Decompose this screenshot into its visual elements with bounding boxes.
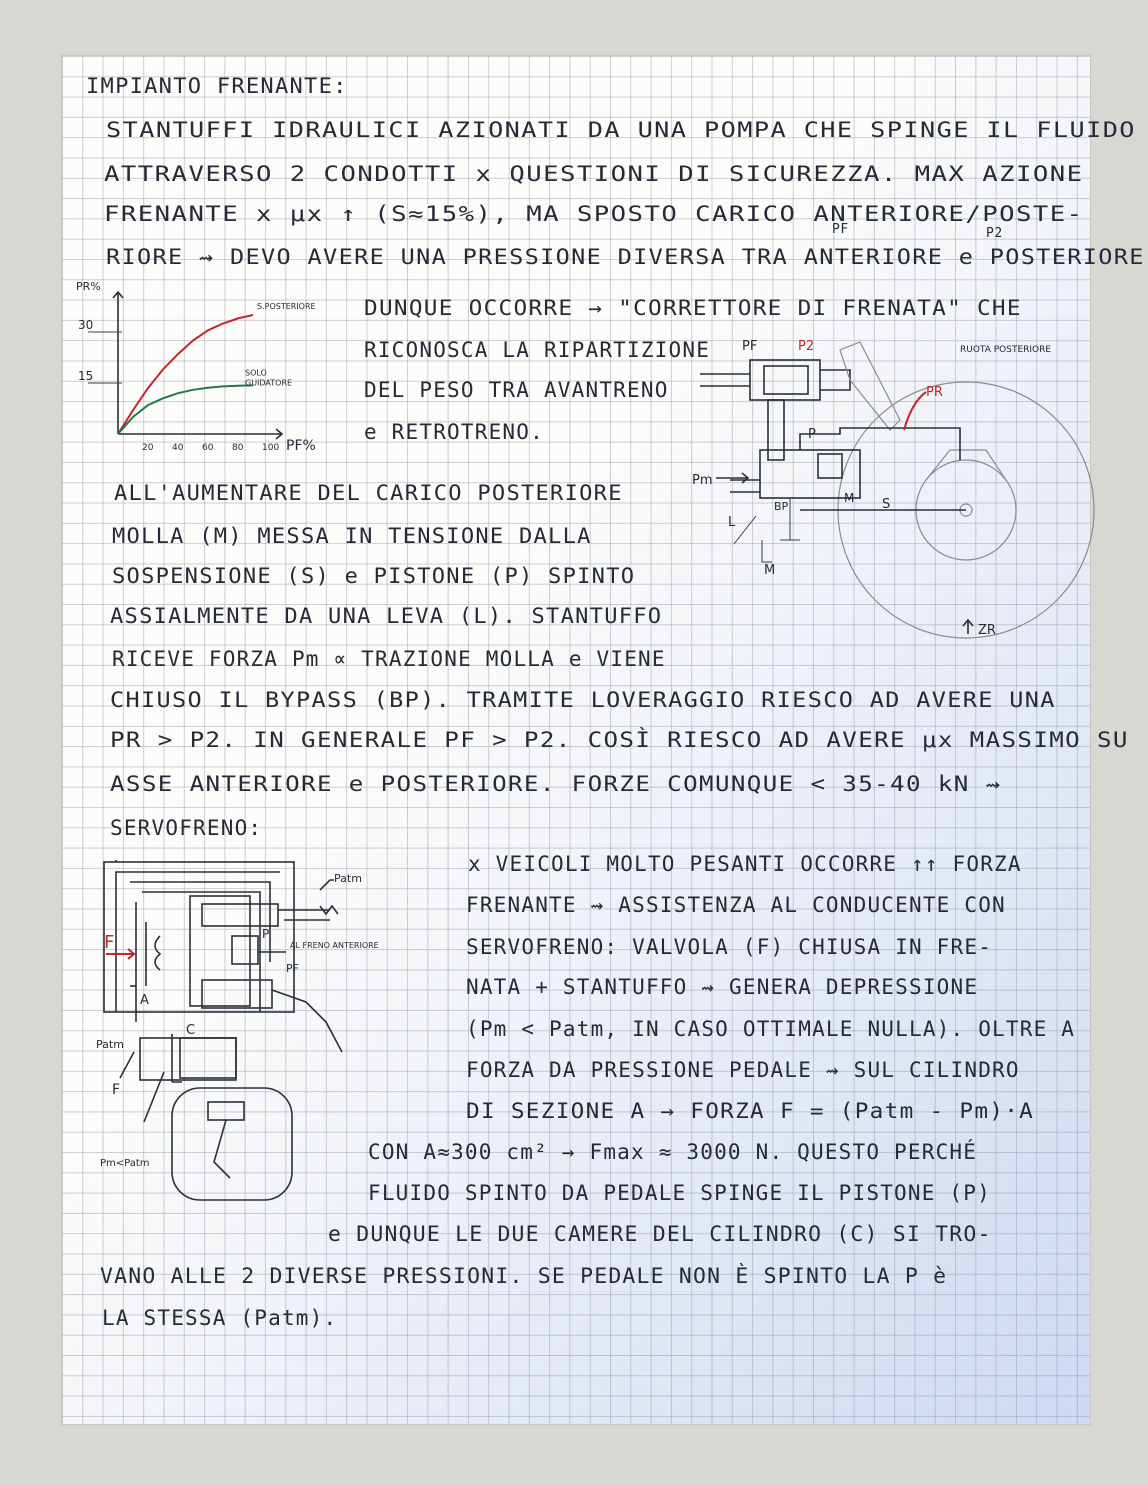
note-line: e RETROTRENO. [364, 420, 544, 444]
y-axis-label: PR% [76, 280, 101, 293]
label-bp: BP [774, 500, 789, 513]
label-p2: P2 [798, 339, 815, 354]
section-heading: SERVOFRENO: [110, 816, 263, 840]
label-l: L [728, 515, 736, 530]
note-line: (Pm < Patm, IN CASO OTTIMALE NULLA). OLTRE A [466, 1017, 1076, 1041]
series-line-0 [118, 315, 253, 434]
brake-corrector-diagram [690, 330, 1090, 650]
label-a: A [140, 993, 149, 1008]
label-m-top: M [844, 491, 855, 505]
note-line: LA STESSA (Patm). [102, 1306, 338, 1330]
note-annotation: P2 [986, 226, 1003, 241]
note-line: STANTUFFI IDRAULICI AZIONATI DA UNA POMPA CHE SPINGE IL FLUIDO [106, 118, 1136, 142]
note-line: CHIUSO IL BYPASS (BP). TRAMITE LOVERAGGIO RIESCO AD AVERE UNA [110, 688, 1056, 712]
label-pr: PR [926, 385, 943, 400]
up-arrow-icon [963, 620, 973, 634]
note-line: RICEVE FORZA Pm ∝ TRAZIONE MOLLA e VIENE [112, 647, 666, 671]
note-line: ALL'AUMENTARE DEL CARICO POSTERIORE [114, 481, 623, 505]
x-tick-label: 40 [172, 443, 184, 453]
note-line: FORZA DA PRESSIONE PEDALE ⇝ SUL CILINDRO [466, 1058, 1020, 1082]
note-line: e DUNQUE LE DUE CAMERE DEL CILINDRO (C) SI TRO- [328, 1222, 992, 1246]
note-line: x VEICOLI MOLTO PESANTI OCCORRE ↑↑ FORZA [468, 852, 1022, 876]
label-m-bottom: M [764, 563, 776, 578]
label-p: P [808, 427, 816, 442]
label-f-bottom: F [112, 1082, 121, 1098]
series-label: S.POSTERIORE [257, 302, 316, 311]
note-line: RICONOSCA LA RIPARTIZIONE [364, 338, 711, 362]
y-tick-label: 15 [78, 369, 94, 383]
label-ruota-posteriore: RUOTA POSTERIORE [960, 345, 1052, 355]
x-axis-label: PF% [286, 438, 316, 454]
note-line: SERVOFRENO: VALVOLA (F) CHIUSA IN FRE- [466, 935, 993, 959]
label-pm-lt-patm: Pm<Patm [100, 1158, 150, 1169]
note-line: ASSE ANTERIORE e POSTERIORE. FORZE COMUNQUE < 35-40 kN ⇝ [110, 772, 1002, 796]
label-al-freno: AL FRENO ANTERIORE [290, 941, 379, 950]
note-line: VANO ALLE 2 DIVERSE PRESSIONI. SE PEDALE NON È SPINTO LA P è [100, 1264, 948, 1288]
note-line: CON A≈300 cm² → Fmax ≈ 3000 N. QUESTO PERCHÉ [368, 1140, 978, 1164]
note-line: DEL PESO TRA AVANTRENO [364, 378, 669, 402]
label-zr: ZR [978, 623, 996, 638]
x-tick-label: 80 [232, 443, 244, 453]
heading: IMPIANTO FRENANTE: [86, 74, 348, 98]
note-line: RIORE ⇝ DEVO AVERE UNA PRESSIONE DIVERSA TRA ANTERIORE e POSTERIORE [106, 245, 1145, 269]
note-line: FRENANTE ⇝ ASSISTENZA AL CONDUCENTE CON [466, 893, 1006, 917]
label-patm-top: Patm [334, 872, 362, 885]
x-tick-label: 20 [142, 443, 154, 453]
note-annotation: PF [832, 222, 849, 237]
note-line: FLUIDO SPINTO DA PEDALE SPINGE IL PISTONE (P) [368, 1181, 991, 1205]
patm-pointer [320, 880, 334, 890]
servo-lines [104, 860, 342, 1200]
note-line: SOSPENSIONE (S) e PISTONE (P) SPINTO [112, 564, 636, 588]
y-tick-label: 30 [78, 318, 94, 332]
label-patm-left: Patm [96, 1038, 124, 1051]
corrector-valve [700, 342, 966, 562]
brake-distribution-chart [70, 276, 320, 466]
note-line: ASSIALMENTE DA UNA LEVA (L). STANTUFFO [110, 604, 663, 628]
label-c: C [186, 1023, 196, 1038]
series-label: SOLO [245, 368, 267, 378]
x-tick-label: 60 [202, 443, 214, 453]
note-line: DUNQUE OCCORRE → "CORRETTORE DI FRENATA" CHE [364, 296, 1022, 320]
note-line: ATTRAVERSO 2 CONDOTTI x QUESTIONI DI SICUREZZA. MAX AZIONE [104, 162, 1084, 186]
note-line: NATA + STANTUFFO ⇝ GENERA DEPRESSIONE [466, 975, 979, 999]
label-pf: PF [742, 339, 758, 354]
series-label: GUIDATORE [245, 378, 293, 388]
label-p: P [262, 927, 270, 941]
label-pf: PF [286, 962, 299, 975]
pr-pointer [904, 392, 926, 430]
label-f: F [104, 932, 115, 953]
label-pm: Pm [692, 473, 713, 488]
x-tick-label: 100 [262, 443, 280, 453]
note-line: DI SEZIONE A → FORZA F = (Patm - Pm)·A [466, 1099, 1035, 1123]
servo-brake-diagram [90, 862, 379, 1222]
note-line: FRENANTE x μx ↑ (S≈15%), MA SPOSTO CARICO ANTERIORE/POSTE- [104, 202, 1084, 226]
series-line-1 [118, 385, 253, 434]
note-line: PR > P2. IN GENERALE PF > P2. COSÌ RIESCO AD AVERE μx MASSIMO SU [110, 728, 1129, 752]
x-axis [118, 429, 282, 439]
label-s: S [882, 497, 891, 512]
note-line: MOLLA (M) MESSA IN TENSIONE DALLA [112, 524, 592, 548]
arrow-icon [716, 473, 748, 483]
y-axis [113, 292, 123, 434]
